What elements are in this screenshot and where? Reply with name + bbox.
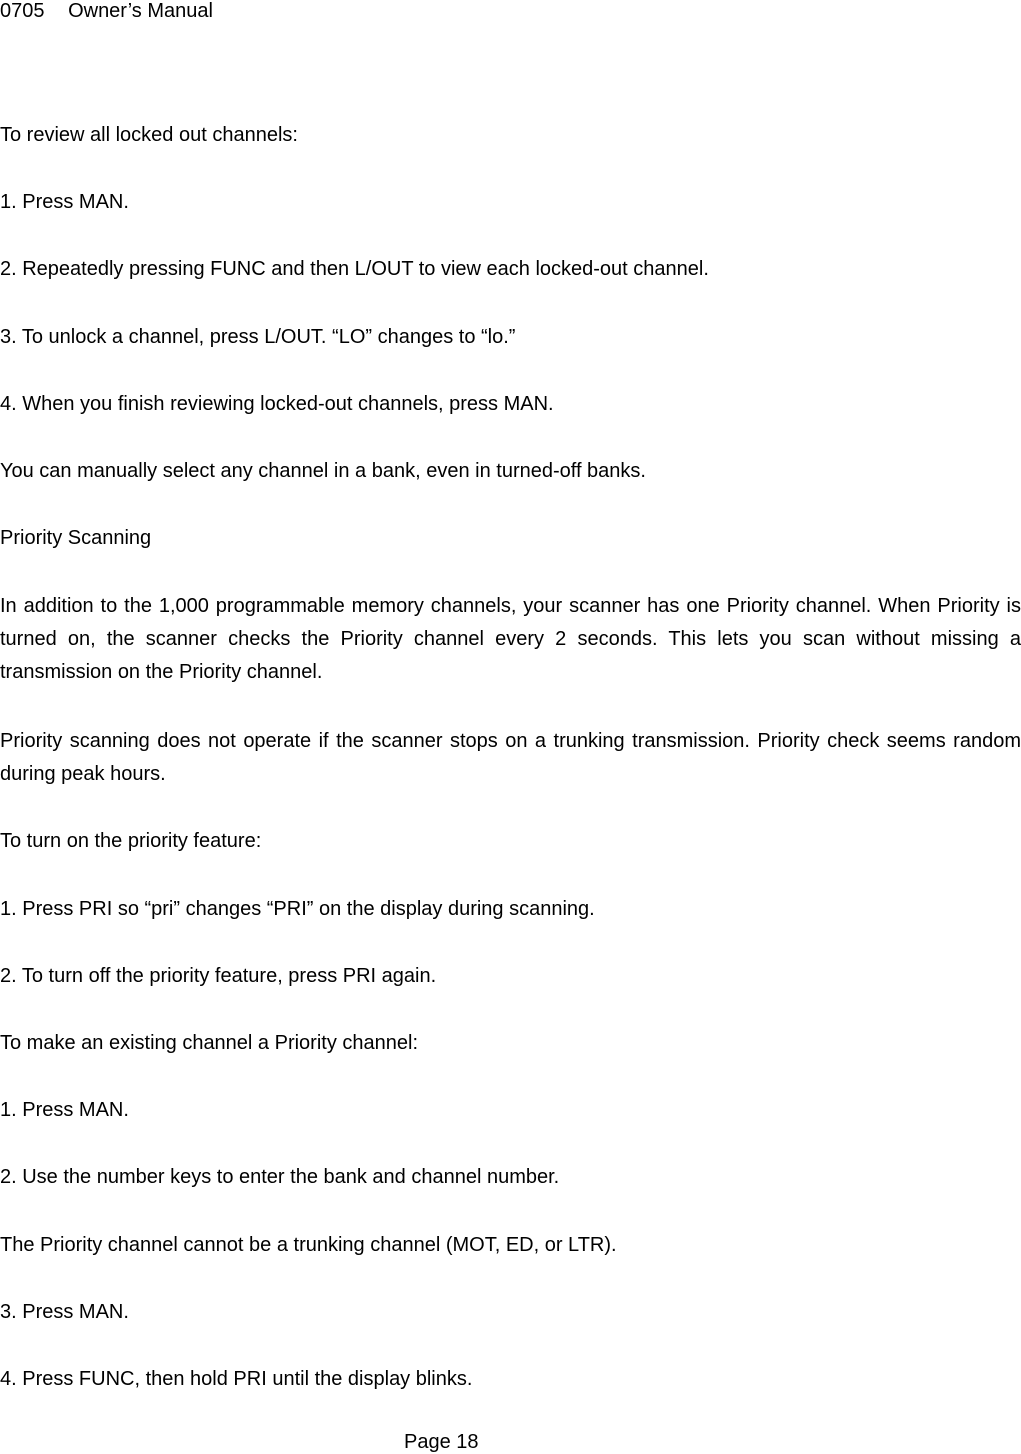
make-priority-step-2: 2. Use the number keys to enter the bank and channel number.	[0, 1166, 560, 1188]
manual-title: Owner’s Manual	[68, 0, 213, 22]
priority-description: In addition to the 1,000 programmable memory channels, your scanner has one Priority channel. When Priority is turned on, the scanner checks the Priority channel every 2 seconds. This lets you scan without missing a transmission on the Priority channel.	[0, 595, 1021, 683]
trunking-restriction-note: The Priority channel cannot be a trunking channel (MOT, ED, or LTR).	[0, 1234, 617, 1256]
page-number: Page 18	[404, 1431, 479, 1453]
intro-review-locked: To review all locked out channels:	[0, 124, 298, 146]
section-heading-priority: Priority Scanning	[0, 527, 152, 549]
review-step-4: 4. When you finish reviewing locked-out channels, press MAN.	[0, 393, 554, 415]
make-priority-step-1: 1. Press MAN.	[0, 1099, 129, 1121]
page-header	[0, 0, 213, 22]
priority-step-1: 1. Press PRI so “pri” changes “PRI” on the display during scanning.	[0, 898, 595, 920]
review-step-1: 1. Press MAN.	[0, 191, 129, 213]
make-priority-step-4: 4. Press FUNC, then hold PRI until the display blinks.	[0, 1368, 473, 1390]
intro-make-priority-channel: To make an existing channel a Priority channel:	[0, 1032, 419, 1054]
priority-trunking-note: Priority scanning does not operate if the scanner stops on a trunking transmission. Priority check seems random during peak hours.	[0, 730, 1021, 785]
make-priority-step-3: 3. Press MAN.	[0, 1301, 129, 1323]
model-number: 0705	[0, 0, 45, 22]
priority-step-2: 2. To turn off the priority feature, press PRI again.	[0, 965, 437, 987]
review-step-2: 2. Repeatedly pressing FUNC and then L/OUT to view each locked-out channel.	[0, 258, 709, 280]
intro-turn-on-priority: To turn on the priority feature:	[0, 830, 262, 852]
manual-select-note: You can manually select any channel in a bank, even in turned-off banks.	[0, 460, 646, 482]
review-step-3: 3. To unlock a channel, press L/OUT. “LO” changes to “lo.”	[0, 326, 516, 348]
